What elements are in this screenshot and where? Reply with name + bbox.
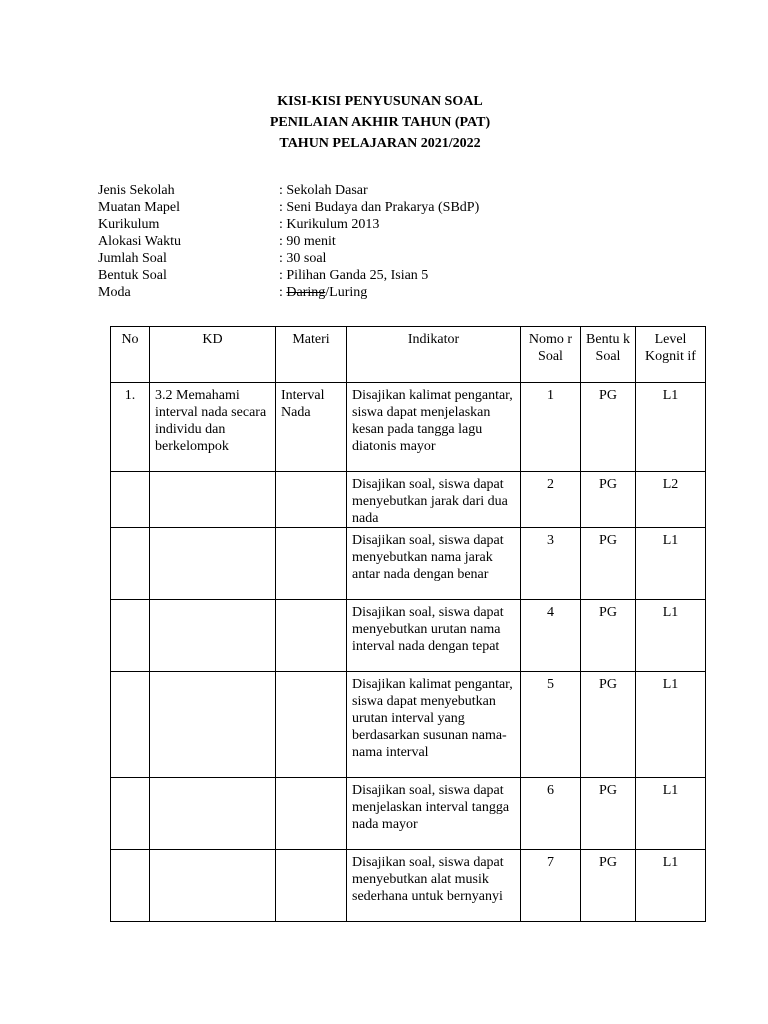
cell-bentuk: PG bbox=[581, 778, 636, 850]
cell-no: 1. bbox=[111, 383, 150, 472]
table-row bbox=[111, 600, 706, 672]
cell-kd bbox=[150, 778, 276, 850]
meta-label: Moda bbox=[98, 285, 131, 300]
cell-kd bbox=[150, 528, 276, 600]
header-materi: Materi bbox=[276, 327, 347, 383]
cell-no bbox=[111, 600, 150, 672]
cell-level: L1 bbox=[636, 672, 706, 778]
cell-no bbox=[111, 528, 150, 600]
cell-materi bbox=[276, 528, 347, 600]
meta-value: : Kurikulum 2013 bbox=[279, 217, 380, 232]
table-row bbox=[111, 850, 706, 922]
cell-bentuk: PG bbox=[581, 528, 636, 600]
cell-bentuk: PG bbox=[581, 600, 636, 672]
document-title-line-1: KISI-KISI PENYUSUNAN SOAL bbox=[277, 94, 483, 109]
header-nomor-soal: Nomo r Soal bbox=[521, 327, 581, 383]
cell-materi bbox=[276, 672, 347, 778]
table-row bbox=[111, 383, 706, 472]
meta-value: : Pilihan Ganda 25, Isian 5 bbox=[279, 268, 429, 283]
meta-value: : Sekolah Dasar bbox=[279, 183, 368, 198]
meta-value: : 30 soal bbox=[279, 251, 327, 266]
cell-nomor: 6 bbox=[521, 778, 581, 850]
cell-materi bbox=[276, 778, 347, 850]
cell-level: L1 bbox=[636, 850, 706, 922]
header-level-kognitif: Level Kognit if bbox=[636, 327, 706, 383]
cell-level: L1 bbox=[636, 778, 706, 850]
table-row bbox=[111, 472, 706, 528]
cell-materi bbox=[276, 600, 347, 672]
cell-no bbox=[111, 778, 150, 850]
cell-no bbox=[111, 850, 150, 922]
cell-level: L1 bbox=[636, 383, 706, 472]
cell-bentuk: PG bbox=[581, 672, 636, 778]
cell-materi bbox=[276, 850, 347, 922]
meta-label: Jumlah Soal bbox=[98, 251, 167, 266]
cell-indikator: Disajikan soal, siswa dapat menyebutkan alat musik sederhana untuk bernyanyi bbox=[347, 850, 521, 922]
cell-kd: 3.2 Memahami interval nada secara individu dan berkelompok bbox=[150, 383, 276, 472]
cell-level: L1 bbox=[636, 600, 706, 672]
cell-kd bbox=[150, 850, 276, 922]
document-title-line-3: TAHUN PELAJARAN 2021/2022 bbox=[279, 136, 481, 151]
meta-value: : Seni Budaya dan Prakarya (SBdP) bbox=[279, 200, 480, 215]
table-row bbox=[111, 778, 706, 850]
cell-nomor: 1 bbox=[521, 383, 581, 472]
header-indikator: Indikator bbox=[347, 327, 521, 383]
meta-label: Kurikulum bbox=[98, 217, 160, 232]
cell-materi bbox=[276, 472, 347, 528]
meta-value: : 90 menit bbox=[279, 234, 336, 249]
cell-bentuk: PG bbox=[581, 472, 636, 528]
cell-indikator: Disajikan kalimat pengantar, siswa dapat menjelaskan kesan pada tangga lagu diatonis mayor bbox=[347, 383, 521, 472]
kisi-kisi-table bbox=[110, 326, 706, 922]
table-header-row bbox=[111, 327, 706, 383]
cell-kd bbox=[150, 472, 276, 528]
cell-nomor: 7 bbox=[521, 850, 581, 922]
cell-no bbox=[111, 672, 150, 778]
table-row bbox=[111, 672, 706, 778]
meta-value bbox=[279, 284, 367, 301]
cell-nomor: 4 bbox=[521, 600, 581, 672]
cell-kd bbox=[150, 672, 276, 778]
cell-indikator: Disajikan soal, siswa dapat menyebutkan nama jarak antar nada dengan benar bbox=[347, 528, 521, 600]
cell-kd bbox=[150, 600, 276, 672]
cell-indikator: Disajikan soal, siswa dapat menyebutkan urutan nama interval nada dengan tepat bbox=[347, 600, 521, 672]
cell-indikator: Disajikan kalimat pengantar, siswa dapat menyebutkan urutan interval yang berdasarkan susunan nama-nama interval bbox=[347, 672, 521, 778]
cell-level: L2 bbox=[636, 472, 706, 528]
header-kd: KD bbox=[150, 327, 276, 383]
cell-bentuk: PG bbox=[581, 850, 636, 922]
header-no: No bbox=[111, 327, 150, 383]
meta-label: Muatan Mapel bbox=[98, 200, 181, 215]
cell-bentuk: PG bbox=[581, 383, 636, 472]
cell-no bbox=[111, 472, 150, 528]
cell-nomor: 5 bbox=[521, 672, 581, 778]
moda-struck-option: Daring bbox=[286, 285, 326, 300]
cell-nomor: 2 bbox=[521, 472, 581, 528]
moda-prefix: : bbox=[279, 285, 287, 300]
cell-indikator: Disajikan soal, siswa dapat menyebutkan jarak dari dua nada bbox=[347, 472, 521, 528]
meta-label: Bentuk Soal bbox=[98, 268, 167, 283]
cell-nomor: 3 bbox=[521, 528, 581, 600]
table-row bbox=[111, 528, 706, 600]
document-title-line-2: PENILAIAN AKHIR TAHUN (PAT) bbox=[269, 115, 491, 130]
cell-materi: Interval Nada bbox=[276, 383, 347, 472]
meta-label: Alokasi Waktu bbox=[98, 234, 181, 249]
moda-option: /Luring bbox=[325, 285, 368, 300]
meta-label: Jenis Sekolah bbox=[98, 183, 175, 198]
cell-indikator: Disajikan soal, siswa dapat menjelaskan interval tangga nada mayor bbox=[347, 778, 521, 850]
header-bentuk-soal: Bentu k Soal bbox=[581, 327, 636, 383]
cell-level: L1 bbox=[636, 528, 706, 600]
